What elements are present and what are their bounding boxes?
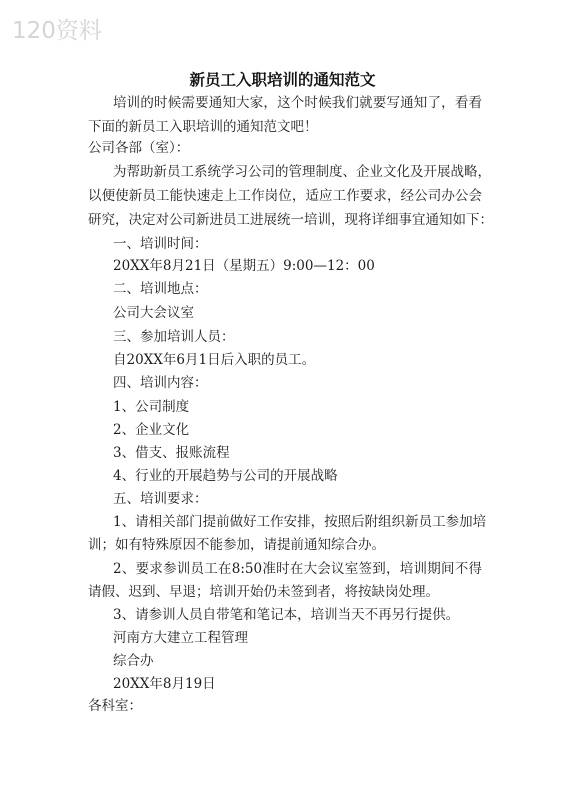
salutation: 公司各部（室）： [88, 140, 190, 156]
training-time-value: 20XX年8月21日（星期五）9:00—12：00 [113, 258, 375, 274]
content-item-2: 2、企业文化 [113, 422, 190, 438]
intro-line-1: 培训的时候需要通知大家，这个时候我们就要写通知了，看看 [113, 95, 482, 111]
requirement-3: 3、请参训人员自带笔和笔记本，培训当天不再另行提供。 [113, 607, 460, 623]
closing-salutation: 各科室： [88, 698, 142, 714]
participants-value: 自20XX年6月1日后入职的员工。 [113, 352, 316, 368]
intro-line-2: 下面的新员工入职培训的通知范文吧！ [88, 119, 318, 135]
body-para-line-1: 为帮助新员工系统学习公司的管理制度、企业文化及开展战略， [113, 164, 491, 180]
content-item-1: 1、公司制度 [113, 399, 190, 415]
requirement-2-line-2: 请假、迟到、早退；培训开始仍未签到者，将按缺岗处理。 [88, 584, 439, 600]
content-item-3: 3、借支、报账流程 [113, 445, 230, 461]
content-item-4: 4、行业的开展趋势与公司的开展战略 [113, 468, 338, 484]
signature-department: 综合办 [113, 653, 154, 669]
page-title: 新员工入职培训的通知范文 [189, 71, 376, 89]
body-para-line-3: 研究，决定对公司新进员工进展统一培训，现将详细事宜通知如下： [88, 212, 493, 228]
section-heading-participants: 三、参加培训人员： [113, 329, 235, 345]
section-heading-time: 一、培训时间： [113, 236, 208, 252]
training-location-value: 公司大会议室 [113, 305, 194, 321]
signature-date: 20XX年8月19日 [113, 676, 216, 692]
watermark-logo: 120资料 [12, 18, 102, 44]
requirement-2-line-1: 2、要求参训员工在8:50准时在大会议室签到，培训期间不得 [113, 561, 482, 577]
signature-company: 河南方大建立工程管理 [113, 630, 248, 646]
section-heading-location: 二、培训地点： [113, 281, 208, 297]
section-heading-requirements: 五、培训要求： [113, 491, 208, 507]
requirement-1-line-1: 1、请相关部门提前做好工作安排，按照后附组织新员工参加培 [113, 514, 487, 530]
body-para-line-2: 以便使新员工能快速走上工作岗位，适应工作要求，经公司办公会 [88, 188, 482, 204]
requirement-1-line-2: 训；如有特殊原因不能参加，请提前通知综合办。 [88, 537, 385, 553]
section-heading-content: 四、培训内容： [113, 375, 208, 391]
